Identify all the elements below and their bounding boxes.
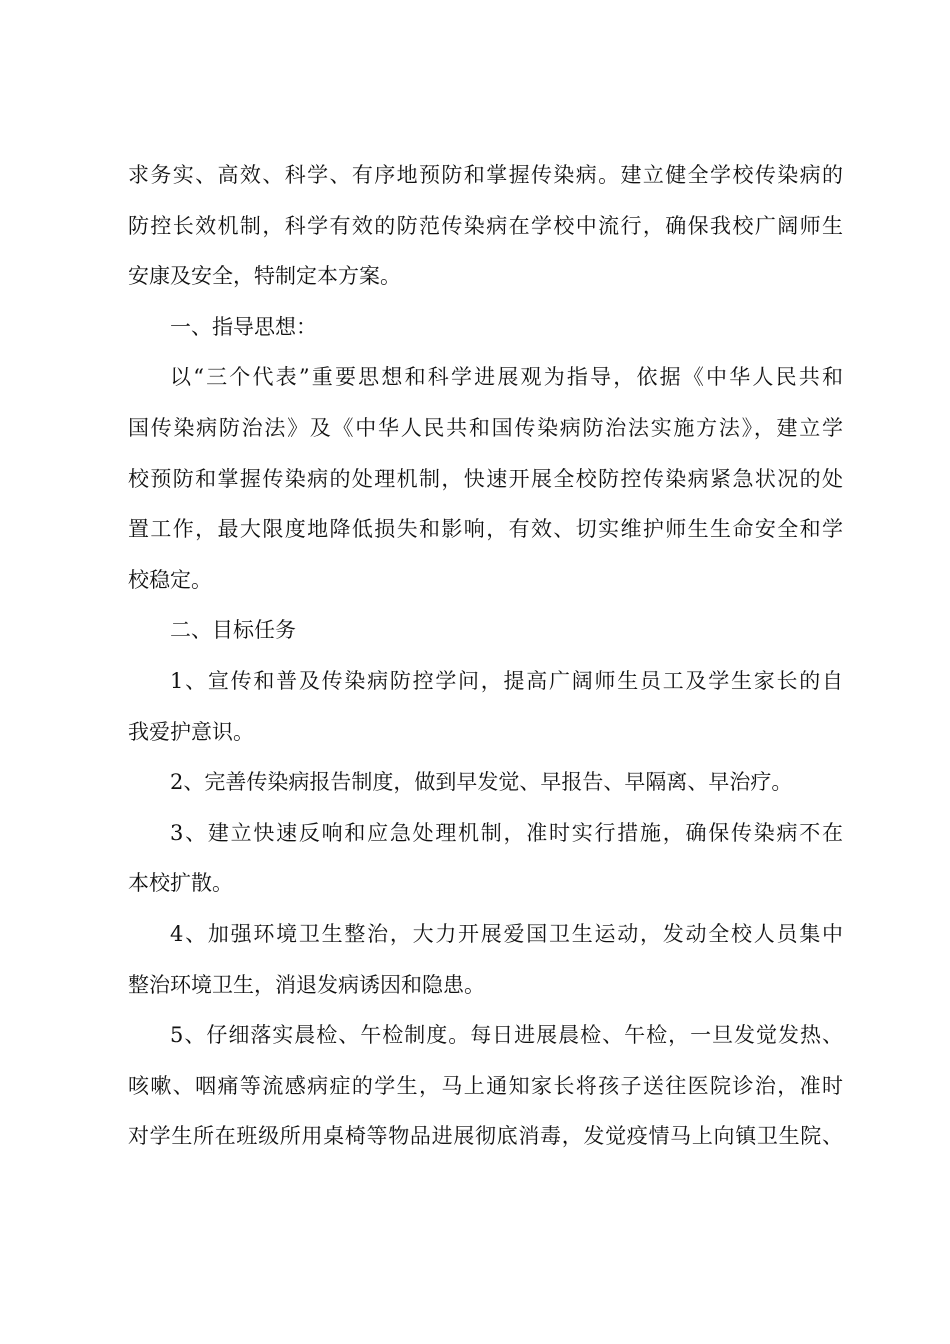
text-line: 校稳定。 [128,567,212,592]
text-line: 安康及安全，特制定本方案。 [128,264,401,289]
text-line: 校预防和掌握传染病的处理机制，快速开展全校防控传染病紧急状况的处 [128,466,843,491]
text-line: 置工作，最大限度地降低损失和影响，有效、切实维护师生生命安全和学 [128,517,843,542]
text-line: 防控长效机制，科学有效的防范传染病在学校中流行，确保我校广阔师生 [128,213,843,238]
text-line: 一、指导思想： [170,314,317,339]
text-line: 本校扩散。 [128,871,233,896]
text-line: 3、建立快速反响和应急处理机制，准时实行措施，确保传染病不在 [170,820,843,845]
text-line: 二、目标任务 [170,618,296,643]
text-line: 整治环境卫生，消退发病诱因和隐患。 [128,972,485,997]
text-line: 4、加强环境卫生整治，大力开展爱国卫生运动，发动全校人员集中 [170,921,843,946]
text-line: 咳嗽、咽痛等流感病症的学生，马上通知家长将孩子送往医院诊治，准时 [128,1073,843,1098]
text-line: 1、宣传和普及传染病防控学问，提高广阔师生员工及学生家长的自 [170,668,843,693]
text-line: 国传染病防治法》及《中华人民共和国传染病防治法实施方法》，建立学 [128,415,843,440]
text-line: 2、完善传染病报告制度，做到早发觉、早报告、早隔离、早治疗。 [170,770,793,795]
text-line: 以“三个代表”重要思想和科学进展观为指导，依据《中华人民共和 [170,365,843,390]
text-line: 5、仔细落实晨检、午检制度。每日进展晨检、午检，一旦发觉发热、 [170,1023,843,1048]
document-body [128,150,843,1162]
text-line: 我爱护意识。 [128,719,254,744]
text-line: 求务实、高效、科学、有序地预防和掌握传染病。建立健全学校传染病的 [128,163,843,187]
text-line: 对学生所在班级所用桌椅等物品进展彻底消毒，发觉疫情马上向镇卫生院、 [128,1124,843,1149]
